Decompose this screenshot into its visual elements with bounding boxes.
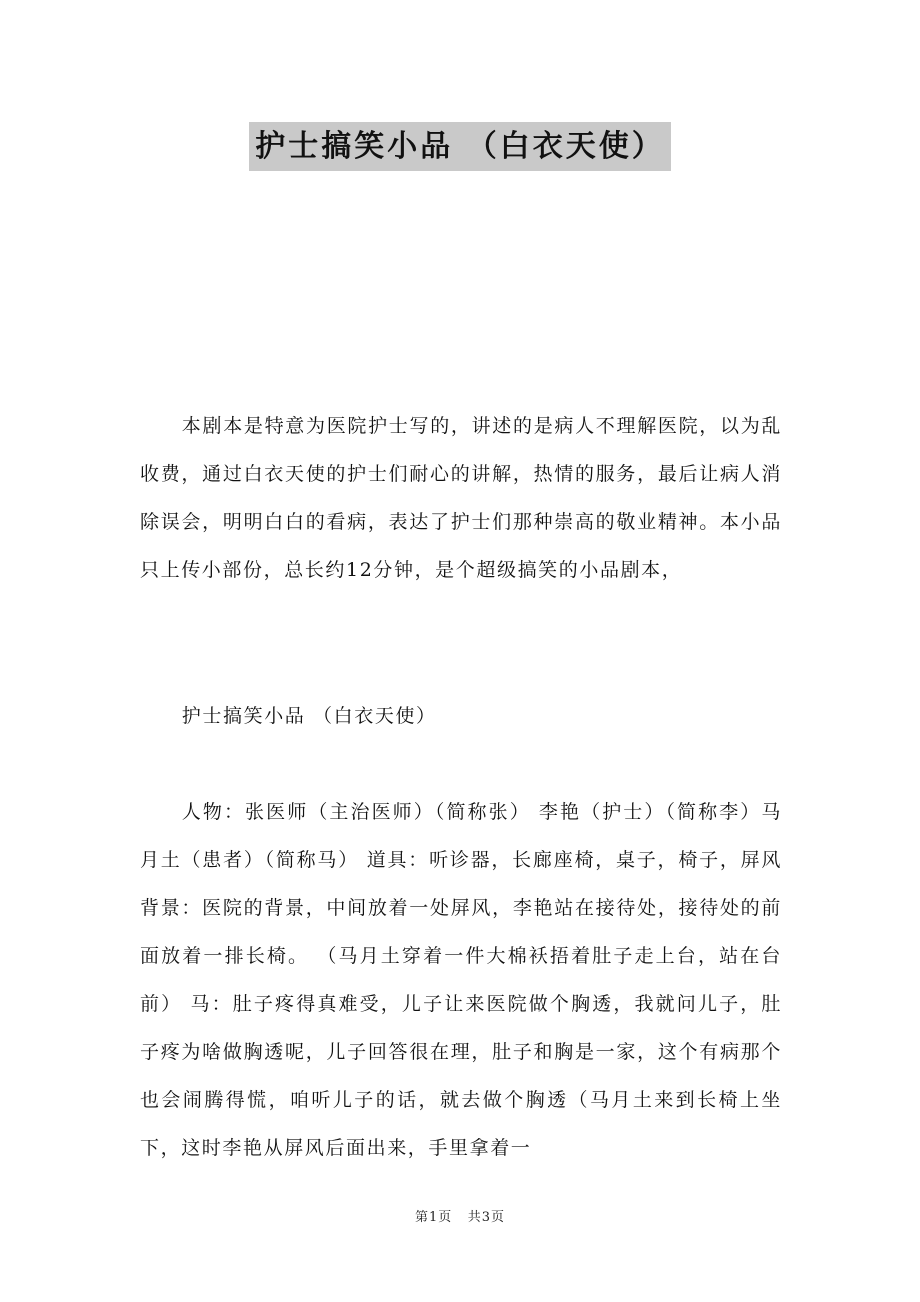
page-total: 共3页 [467,1210,505,1225]
document-title: 护士搞笑小品 （白衣天使） [249,122,670,171]
script-paragraph: 人物：张医师（主治医师）（简称张） 李艳（护士）（简称李）马月土（患者）（简称马） 道具：听诊器，长廊座椅，桌子，椅子，屏风 背景：医院的背景，中间放着一处屏风，李艳站在接待处，接待处的前面放着一排长椅。 （马月土穿着一件大棉袄捂着肚子走上台，站在台前） 马：肚子疼得真难受，儿子让来医院做个胸透，我就问儿子，肚子疼为啥做胸透呢，儿子回答很在理，肚子和胸是一家，这个有病那个也会闹腾得慌，咱听儿子的话，就去做个胸透（马月土来到长椅上坐下，这时李艳从屏风后面出来，手里拿着一 [140,801,782,1159]
page-number: 第1页 [415,1210,453,1225]
intro-paragraph: 本剧本是特意为医院护士写的，讲述的是病人不理解医院，以为乱收费，通过白衣天使的护士们耐心的讲解，热情的服务，最后让病人消除误会，明明白白的看病，表达了护士们那种崇高的敬业精神。本小品只上传小部份，总长约12分钟，是个超级搞笑的小品剧本， [140,415,782,581]
page-footer [0,1206,920,1225]
subtitle-paragraph: 护士搞笑小品 （白衣天使） [181,705,437,727]
title-container [0,122,920,171]
